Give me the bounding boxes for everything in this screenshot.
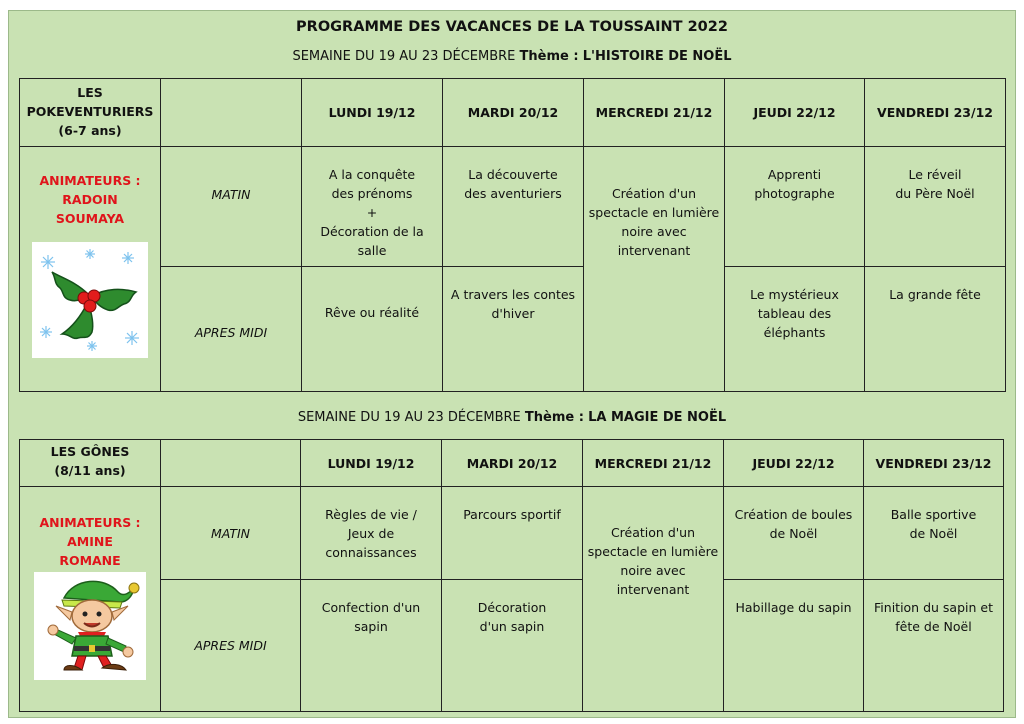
activity-line: Le mystérieux [750,287,839,302]
activity-line: tableau des [757,306,832,321]
activity-line: La grande fête [889,287,981,302]
activity-line: noire avec [621,224,687,239]
week1-morning-row [20,147,1006,267]
week2-animateur-line: AMINE [67,534,113,549]
week1-group-line: POKEVENTURIERS [26,104,154,119]
week2-empty-header [161,440,301,487]
week1-day-mon: LUNDI 19/12 [302,79,443,147]
activity-line: + [366,205,378,220]
week2-fri-afternoon [864,580,1004,712]
week1-subtitle [9,49,1015,64]
activity-line: de Noël [909,526,958,541]
week2-tue-afternoon [442,580,583,712]
activity-line: spectacle en lumière [587,544,719,559]
week2-wed-activity [583,487,724,712]
week2-group-line: LES GÔNES [50,444,130,459]
week2-day-wed: MERCREDI 21/12 [583,440,724,487]
week2-mon-afternoon [301,580,442,712]
week1-group-line: LES [77,85,103,100]
week1-mon-morning [302,147,443,267]
activity-line: intervenant [616,582,690,597]
week2-afternoon-row [20,580,1004,712]
week1-subtitle-prefix: SEMAINE DU 19 AU 23 DÉCEMBRE [292,49,516,64]
activity-line: de Noël [769,526,818,541]
activity-line: Création d'un [610,525,696,540]
week1-table [19,78,1006,392]
week2-fri-morning [864,487,1004,580]
activity-line: Jeux de [347,526,395,541]
activity-line: Apprenti [767,167,822,182]
week1-theme: L'HISTOIRE DE NOËL [582,49,732,64]
week2-day-thu: JEUDI 22/12 [724,440,864,487]
week2-table [19,439,1004,712]
week1-group-cell [20,79,161,147]
activity-line: Balle sportive [890,507,977,522]
week2-group-line: (8/11 ans) [54,463,126,478]
week2-subtitle-prefix: SEMAINE DU 19 AU 23 DÉCEMBRE [297,410,521,425]
week2-thu-morning [724,487,864,580]
activity-line: Le réveil [908,167,962,182]
week1-day-thu: JEUDI 22/12 [725,79,865,147]
week1-thu-afternoon [725,267,865,392]
activity-line: Finition du sapin et [874,600,993,615]
activity-line: La découverte [468,167,558,182]
week1-animateurs-cell [20,147,161,392]
activity-line: Parcours sportif [463,507,561,522]
week1-day-wed: MERCREDI 21/12 [584,79,725,147]
week1-animateur-line: ANIMATEURS : [39,173,141,188]
activity-line: Confection d'un [321,600,421,615]
holly-icon [32,242,148,358]
activity-line: Règles de vie / [325,507,417,522]
week2-animateur-line: ANIMATEURS : [39,515,141,530]
week1-fri-morning [865,147,1006,267]
activity-line: Rêve ou réalité [324,305,420,320]
week2-animateurs-cell [20,487,161,712]
week1-mon-afternoon [302,267,443,392]
activity-line: fête de Noël [895,619,972,634]
activity-line: salle [357,243,387,258]
activity-line: A la conquête [328,167,416,182]
week1-afternoon-row [20,267,1006,392]
week2-theme-label: Thème : [524,410,584,425]
week2-day-tue: MARDI 20/12 [442,440,583,487]
week1-header-row [20,79,1006,147]
week2-thu-afternoon [724,580,864,712]
activity-line: des prénoms [331,186,413,201]
week1-group-line: (6-7 ans) [58,123,122,138]
week2-day-mon: LUNDI 19/12 [301,440,442,487]
week1-theme-label: Thème : [519,49,579,64]
week1-day-tue: MARDI 20/12 [443,79,584,147]
activity-line: du Père Noël [895,186,975,201]
week1-period-morning: MATIN [161,147,302,267]
activity-line: sapin [354,619,388,634]
week1-empty-header [161,79,302,147]
week1-tue-afternoon [443,267,584,392]
week2-group-cell [20,440,161,487]
week2-day-fri: VENDREDI 23/12 [864,440,1004,487]
week2-header-row [20,440,1004,487]
week1-animateur-line: SOUMAYA [55,211,125,226]
week2-theme: LA MAGIE DE NOËL [588,410,727,425]
week2-subtitle [9,410,1015,425]
activity-line: éléphants [763,325,826,340]
activity-line: d'hiver [491,306,535,321]
week1-tue-morning [443,147,584,267]
programme-page [8,10,1016,718]
week2-tue-morning [442,487,583,580]
activity-line: d'un sapin [479,619,545,634]
activity-line: Décoration de la [320,224,424,239]
activity-line: intervenant [617,243,691,258]
week1-fri-afternoon [865,267,1006,392]
week1-animateur-line: RADOIN [62,192,118,207]
activity-line: photographe [754,186,835,201]
week2-animateur-line: ROMANE [59,553,121,568]
week1-period-afternoon: APRES MIDI [161,267,302,392]
activity-line: Décoration [477,600,547,615]
activity-line: Création de boules [734,507,853,522]
week1-thu-morning [725,147,865,267]
week1-day-fri: VENDREDI 23/12 [865,79,1006,147]
week2-mon-morning [301,487,442,580]
activity-line: noire avec [620,563,686,578]
week2-period-morning: MATIN [161,487,301,580]
elf-icon [34,572,146,680]
activity-line: A travers les contes [450,287,576,302]
week1-wed-activity [584,147,725,392]
activity-line: Habillage du sapin [735,600,852,615]
activity-line: spectacle en lumière [588,205,720,220]
activity-line: Création d'un [611,186,697,201]
activity-line: des aventuriers [464,186,562,201]
week2-morning-row [20,487,1004,580]
activity-line: connaissances [325,545,417,560]
page-title: PROGRAMME DES VACANCES DE LA TOUSSAINT 2022 [296,19,728,35]
week2-period-afternoon: APRES MIDI [161,580,301,712]
